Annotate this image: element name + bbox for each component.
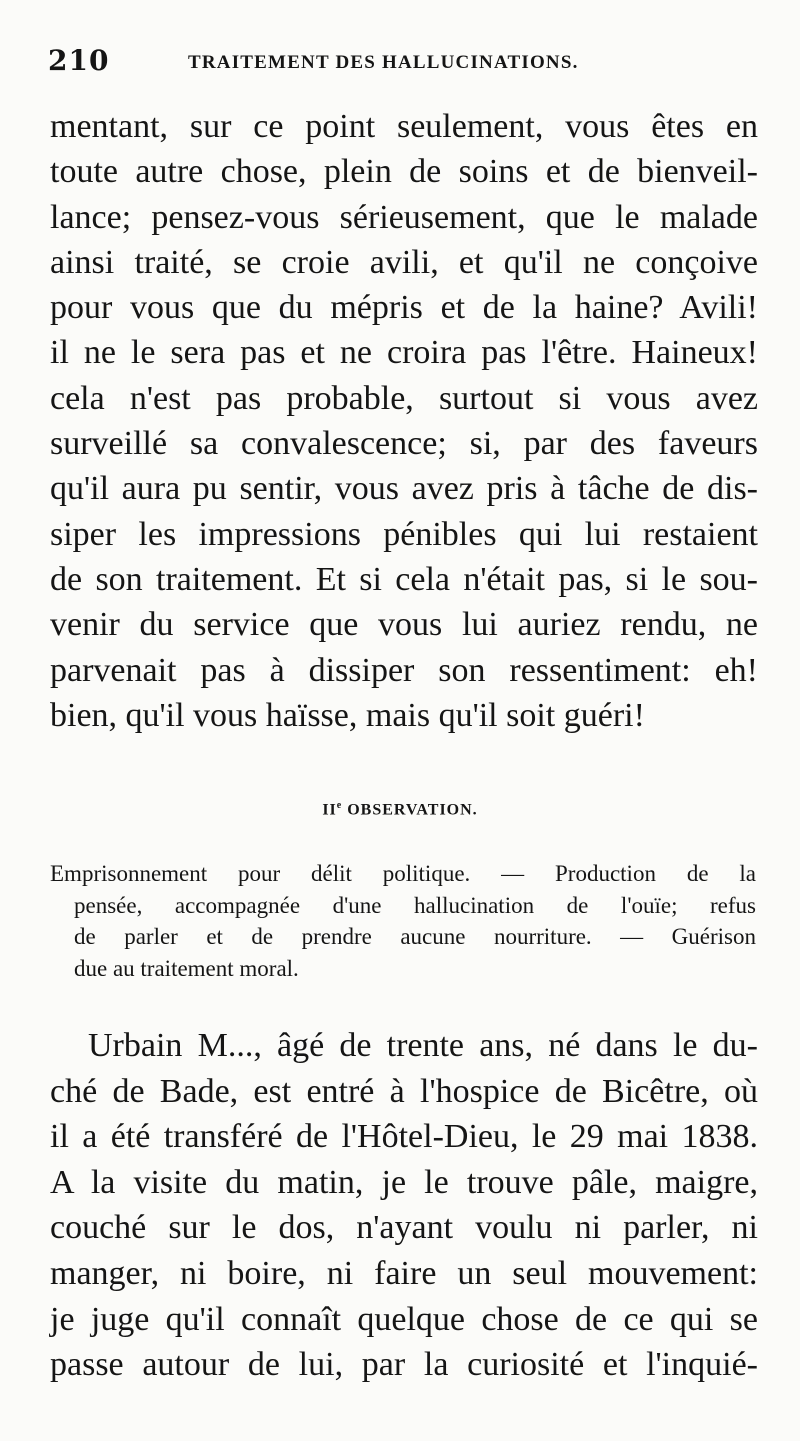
text-line: manger, ni boire, ni faire un seul mouvement: — [50, 1254, 758, 1292]
text-line: cela n'est pas probable, surtout si vous avez — [50, 379, 758, 417]
text-line: Urbain M..., âgé de trente ans, né dans le du- — [88, 1027, 758, 1064]
text-line: siper les impressions pénibles qui lui restaient — [50, 515, 758, 553]
text-line: venir du service que vous lui auriez rendu, ne — [50, 606, 758, 644]
summary-line: de parler et de prendre aucune nourriture. — Guérison — [74, 924, 756, 949]
text-line: surveillé sa convalescence; si, par des faveurs — [50, 425, 758, 463]
text-line: il ne le sera pas et ne croira pas l'être. Haineux! — [50, 334, 758, 372]
observation-heading — [0, 800, 800, 819]
text-line: bien, qu'il vous haïsse, mais qu'il soit guéri! — [50, 696, 645, 734]
text-line: lance; pensez-vous sérieusement, que le malade — [50, 198, 758, 236]
text-line: A la visite du matin, je le trouve pâle, maigre, — [50, 1163, 758, 1201]
case-narrative — [50, 1023, 758, 1388]
running-head — [48, 44, 758, 84]
text-line: il a été transféré de l'Hôtel-Dieu, le 29 mai 1838. — [50, 1118, 758, 1156]
summary-line: Emprisonnement pour délit politique. — Production de la — [50, 861, 756, 886]
text-line: je juge qu'il connaît quelque chose de ce qui se — [50, 1300, 758, 1338]
observation-superscript: e — [336, 800, 343, 811]
page-number: 210 — [48, 44, 110, 77]
text-line: ché de Bade, est entré à l'hospice de Bicêtre, où — [50, 1072, 758, 1110]
text-line: ainsi traité, se croie avili, et qu'il ne conçoive — [50, 243, 758, 281]
text-line: mentant, sur ce point seulement, vous êtes en — [50, 108, 758, 145]
text-line: couché sur le dos, n'ayant voulu ni parler, ni — [50, 1209, 758, 1247]
text-line: pour vous que du mépris et de la haine? Avili! — [50, 289, 758, 327]
observation-number: II — [322, 801, 337, 819]
text-line: passe autour de lui, par la curiosité et l'inquié- — [50, 1346, 758, 1384]
continuation-paragraph — [50, 104, 758, 738]
running-title: TRAITEMENT DES HALLUCINATIONS. — [188, 52, 579, 73]
observation-summary — [50, 858, 756, 984]
summary-line: pensée, accompagnée d'une hallucination de l'ouïe; refus — [74, 892, 756, 918]
summary-line: due au traitement moral. — [74, 955, 299, 981]
text-line: qu'il aura pu sentir, vous avez pris à tâche de dis- — [50, 470, 758, 508]
text-line: parvenait pas à dissiper son ressentiment: eh! — [50, 651, 758, 689]
text-line: toute autre chose, plein de soins et de bienveil- — [50, 153, 758, 191]
text-line: de son traitement. Et si cela n'était pas, si le sou- — [50, 560, 758, 598]
observation-label: OBSERVATION. — [347, 801, 478, 819]
